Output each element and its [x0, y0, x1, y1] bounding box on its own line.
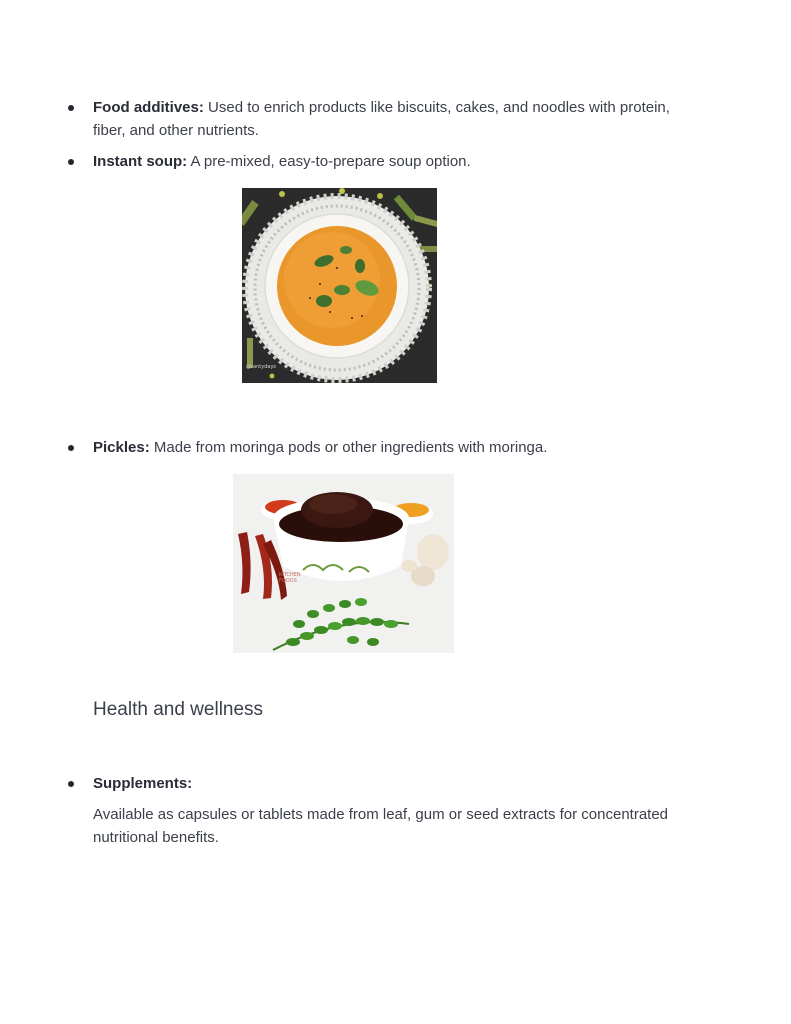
item-term: Food additives:	[93, 99, 204, 116]
soup-illustration	[242, 188, 437, 383]
bullet-icon	[68, 445, 74, 451]
list-item-text	[93, 436, 703, 459]
item-description: A pre-mixed, easy-to-prepare soup option.	[190, 153, 471, 170]
moringa-pickle-photo	[233, 474, 454, 653]
bullet-icon	[68, 105, 74, 111]
section-heading: Health and wellness	[93, 699, 264, 720]
pickle-illustration	[233, 474, 454, 653]
list-item-text	[93, 772, 703, 795]
list-item-text	[93, 96, 703, 142]
bullet-icon	[68, 159, 74, 165]
item-description: Used to enrich products like biscuits, cakes, and noodles with protein, fiber, and other nutrients.	[93, 99, 670, 139]
item-term: Instant soup:	[93, 153, 188, 170]
list-item-text	[93, 150, 703, 173]
item-description: Made from moringa pods or other ingredients with moringa.	[153, 439, 548, 456]
moringa-soup-photo	[242, 188, 437, 383]
pickle-watermark: KITCHEN FOODS	[279, 572, 301, 584]
bullet-icon	[68, 781, 74, 787]
soup-watermark: @rantydays	[246, 364, 277, 370]
supplements-description: Available as capsules or tablets made from leaf, gum or seed extracts for concentrated nutritional benefits.	[93, 806, 669, 846]
item-term: Supplements:	[93, 775, 193, 792]
item-term: Pickles:	[93, 439, 150, 456]
